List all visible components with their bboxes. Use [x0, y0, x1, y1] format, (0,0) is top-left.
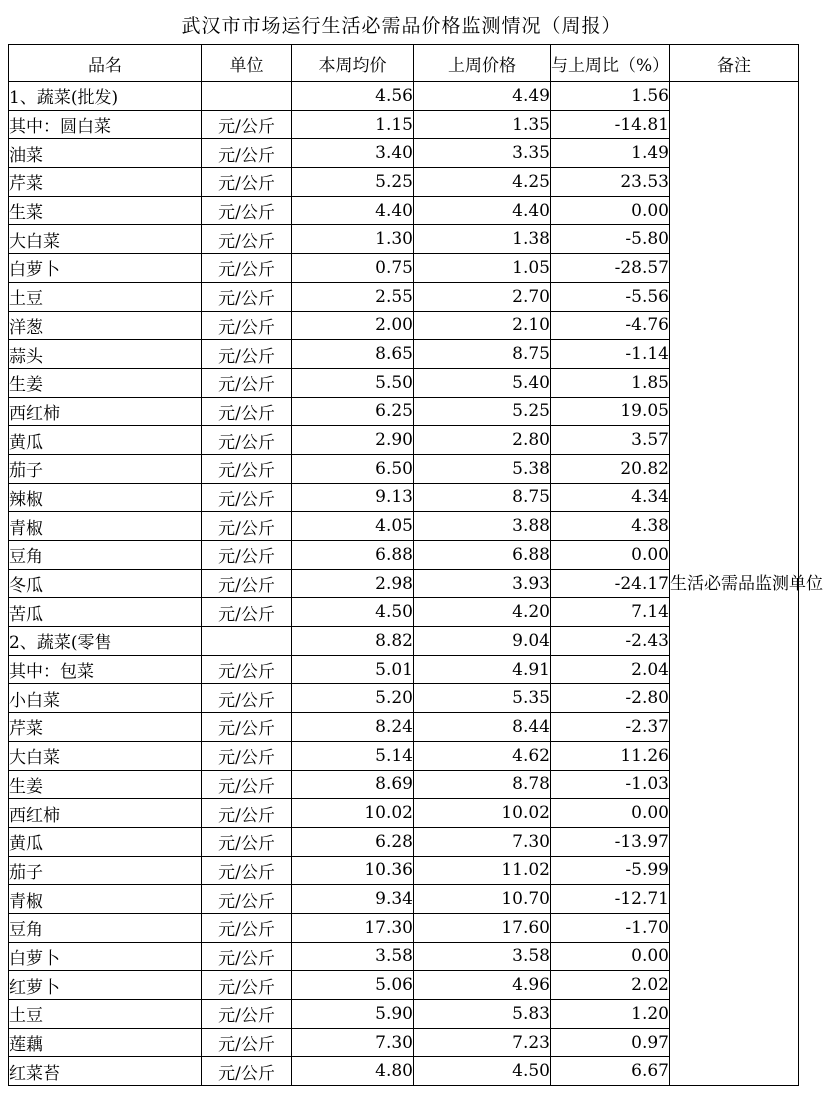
cell-change-pct: -12.71	[551, 885, 670, 914]
cell-name: 黄瓜	[9, 827, 202, 856]
cell-unit: 元/公斤	[202, 311, 292, 340]
cell-current-price: 4.80	[292, 1057, 414, 1086]
cell-previous-price: 5.38	[414, 454, 551, 483]
cell-name: 土豆	[9, 1000, 202, 1029]
cell-change-pct: 1.56	[551, 82, 670, 111]
cell-unit: 元/公斤	[202, 713, 292, 742]
cell-change-pct: 1.85	[551, 368, 670, 397]
cell-name: 莲藕	[9, 1028, 202, 1057]
cell-previous-price: 8.78	[414, 770, 551, 799]
cell-current-price: 3.58	[292, 942, 414, 971]
cell-name: 茄子	[9, 856, 202, 885]
cell-unit: 元/公斤	[202, 741, 292, 770]
cell-unit: 元/公斤	[202, 684, 292, 713]
cell-current-price: 4.50	[292, 598, 414, 627]
cell-change-pct: 7.14	[551, 598, 670, 627]
cell-previous-price: 10.02	[414, 799, 551, 828]
cell-previous-price: 6.88	[414, 541, 551, 570]
cell-change-pct: 6.67	[551, 1057, 670, 1086]
note-cell: 生活必需品监测单位	[670, 82, 799, 1086]
cell-previous-price: 5.40	[414, 368, 551, 397]
cell-previous-price: 3.35	[414, 139, 551, 168]
cell-previous-price: 4.25	[414, 168, 551, 197]
cell-unit: 元/公斤	[202, 1057, 292, 1086]
cell-unit: 元/公斤	[202, 368, 292, 397]
cell-unit: 元/公斤	[202, 1028, 292, 1057]
cell-name: 青椒	[9, 512, 202, 541]
cell-name: 油菜	[9, 139, 202, 168]
cell-previous-price: 1.38	[414, 225, 551, 254]
cell-unit: 元/公斤	[202, 512, 292, 541]
cell-previous-price: 5.25	[414, 397, 551, 426]
cell-current-price: 6.28	[292, 827, 414, 856]
cell-current-price: 2.90	[292, 426, 414, 455]
cell-current-price: 8.82	[292, 627, 414, 656]
cell-name: 1、蔬菜(批发)	[9, 82, 202, 111]
cell-current-price: 10.36	[292, 856, 414, 885]
cell-previous-price: 2.80	[414, 426, 551, 455]
cell-change-pct: 11.26	[551, 741, 670, 770]
cell-current-price: 10.02	[292, 799, 414, 828]
cell-previous-price: 5.35	[414, 684, 551, 713]
cell-previous-price: 7.30	[414, 827, 551, 856]
cell-current-price: 5.50	[292, 368, 414, 397]
price-table	[8, 44, 823, 1086]
cell-change-pct: 4.34	[551, 483, 670, 512]
cell-unit: 元/公斤	[202, 971, 292, 1000]
cell-unit: 元/公斤	[202, 254, 292, 283]
cell-name: 大白菜	[9, 225, 202, 254]
cell-previous-price: 4.62	[414, 741, 551, 770]
cell-current-price: 0.75	[292, 254, 414, 283]
cell-name: 黄瓜	[9, 426, 202, 455]
cell-current-price: 1.30	[292, 225, 414, 254]
cell-change-pct: 1.49	[551, 139, 670, 168]
cell-change-pct: 0.97	[551, 1028, 670, 1057]
cell-unit: 元/公斤	[202, 426, 292, 455]
cell-current-price: 17.30	[292, 913, 414, 942]
cell-current-price: 8.24	[292, 713, 414, 742]
header-change-pct: 与上周比（%）	[551, 45, 670, 82]
cell-unit: 元/公斤	[202, 856, 292, 885]
cell-current-price: 6.88	[292, 541, 414, 570]
cell-change-pct: -2.80	[551, 684, 670, 713]
cell-previous-price: 1.35	[414, 110, 551, 139]
cell-previous-price: 9.04	[414, 627, 551, 656]
cell-name: 小白菜	[9, 684, 202, 713]
cell-previous-price: 10.70	[414, 885, 551, 914]
header-name: 品名	[9, 45, 202, 82]
cell-name: 生姜	[9, 770, 202, 799]
cell-unit: 元/公斤	[202, 541, 292, 570]
cell-change-pct: -24.17	[551, 569, 670, 598]
cell-previous-price: 8.75	[414, 340, 551, 369]
cell-previous-price: 3.93	[414, 569, 551, 598]
cell-previous-price: 4.40	[414, 196, 551, 225]
cell-name: 红萝卜	[9, 971, 202, 1000]
cell-change-pct: 19.05	[551, 397, 670, 426]
header-unit: 单位	[202, 45, 292, 82]
cell-current-price: 8.69	[292, 770, 414, 799]
cell-change-pct: 0.00	[551, 799, 670, 828]
cell-current-price: 4.40	[292, 196, 414, 225]
cell-name: 生菜	[9, 196, 202, 225]
cell-unit: 元/公斤	[202, 483, 292, 512]
cell-previous-price: 3.88	[414, 512, 551, 541]
cell-unit	[202, 82, 292, 111]
cell-unit: 元/公斤	[202, 454, 292, 483]
cell-name: 白萝卜	[9, 942, 202, 971]
cell-previous-price: 4.96	[414, 971, 551, 1000]
cell-previous-price: 2.10	[414, 311, 551, 340]
cell-name: 冬瓜	[9, 569, 202, 598]
cell-current-price: 9.34	[292, 885, 414, 914]
table-row	[9, 82, 799, 111]
cell-unit: 元/公斤	[202, 598, 292, 627]
cell-unit: 元/公斤	[202, 942, 292, 971]
cell-name: 洋葱	[9, 311, 202, 340]
header-note: 备注	[670, 45, 799, 82]
cell-unit: 元/公斤	[202, 1000, 292, 1029]
cell-unit: 元/公斤	[202, 913, 292, 942]
cell-change-pct: -4.76	[551, 311, 670, 340]
cell-change-pct: 1.20	[551, 1000, 670, 1029]
cell-unit: 元/公斤	[202, 770, 292, 799]
cell-change-pct: -13.97	[551, 827, 670, 856]
cell-current-price: 6.50	[292, 454, 414, 483]
cell-previous-price: 2.70	[414, 282, 551, 311]
cell-name: 青椒	[9, 885, 202, 914]
cell-unit: 元/公斤	[202, 655, 292, 684]
cell-change-pct: -28.57	[551, 254, 670, 283]
cell-previous-price: 4.50	[414, 1057, 551, 1086]
cell-name: 苦瓜	[9, 598, 202, 627]
cell-current-price: 5.01	[292, 655, 414, 684]
header-previous-price: 上周价格	[414, 45, 551, 82]
cell-previous-price: 8.44	[414, 713, 551, 742]
cell-unit: 元/公斤	[202, 885, 292, 914]
cell-current-price: 5.25	[292, 168, 414, 197]
cell-unit: 元/公斤	[202, 168, 292, 197]
cell-name: 西红柿	[9, 397, 202, 426]
cell-unit: 元/公斤	[202, 397, 292, 426]
cell-name: 其中：包菜	[9, 655, 202, 684]
header-row	[9, 45, 799, 82]
cell-change-pct: -2.43	[551, 627, 670, 656]
cell-change-pct: 2.02	[551, 971, 670, 1000]
table-body	[9, 82, 823, 1086]
cell-current-price: 7.30	[292, 1028, 414, 1057]
cell-change-pct: -2.37	[551, 713, 670, 742]
cell-unit: 元/公斤	[202, 196, 292, 225]
cell-name: 芹菜	[9, 713, 202, 742]
cell-name: 蒜头	[9, 340, 202, 369]
cell-name: 其中：圆白菜	[9, 110, 202, 139]
cell-current-price: 6.25	[292, 397, 414, 426]
cell-name: 辣椒	[9, 483, 202, 512]
cell-unit: 元/公斤	[202, 340, 292, 369]
cell-current-price: 2.98	[292, 569, 414, 598]
cell-change-pct: -5.80	[551, 225, 670, 254]
cell-name: 芹菜	[9, 168, 202, 197]
cell-name: 豆角	[9, 541, 202, 570]
header-current-price: 本周均价	[292, 45, 414, 82]
page-title: 武汉市市场运行生活必需品价格监测情况（周报）	[181, 15, 622, 37]
cell-previous-price: 4.49	[414, 82, 551, 111]
cell-previous-price: 4.20	[414, 598, 551, 627]
cell-change-pct: -14.81	[551, 110, 670, 139]
cell-change-pct: -1.70	[551, 913, 670, 942]
cell-current-price: 2.55	[292, 282, 414, 311]
cell-change-pct: 23.53	[551, 168, 670, 197]
cell-unit: 元/公斤	[202, 799, 292, 828]
cell-unit	[202, 627, 292, 656]
cell-change-pct: 0.00	[551, 196, 670, 225]
cell-current-price: 3.40	[292, 139, 414, 168]
cell-change-pct: 2.04	[551, 655, 670, 684]
cell-unit: 元/公斤	[202, 110, 292, 139]
cell-change-pct: -1.14	[551, 340, 670, 369]
cell-current-price: 5.14	[292, 741, 414, 770]
cell-previous-price: 17.60	[414, 913, 551, 942]
cell-name: 茄子	[9, 454, 202, 483]
cell-change-pct: 0.00	[551, 942, 670, 971]
cell-name: 豆角	[9, 913, 202, 942]
cell-unit: 元/公斤	[202, 827, 292, 856]
cell-name: 白萝卜	[9, 254, 202, 283]
cell-current-price: 5.20	[292, 684, 414, 713]
cell-name: 大白菜	[9, 741, 202, 770]
cell-current-price: 1.15	[292, 110, 414, 139]
cell-previous-price: 11.02	[414, 856, 551, 885]
cell-current-price: 8.65	[292, 340, 414, 369]
cell-unit: 元/公斤	[202, 139, 292, 168]
cell-previous-price: 1.05	[414, 254, 551, 283]
cell-current-price: 2.00	[292, 311, 414, 340]
cell-change-pct: -5.56	[551, 282, 670, 311]
cell-change-pct: 3.57	[551, 426, 670, 455]
cell-previous-price: 8.75	[414, 483, 551, 512]
cell-change-pct: -1.03	[551, 770, 670, 799]
cell-unit: 元/公斤	[202, 569, 292, 598]
cell-change-pct: 20.82	[551, 454, 670, 483]
cell-name: 红菜苔	[9, 1057, 202, 1086]
cell-previous-price: 7.23	[414, 1028, 551, 1057]
cell-current-price: 5.06	[292, 971, 414, 1000]
cell-previous-price: 3.58	[414, 942, 551, 971]
cell-current-price: 4.05	[292, 512, 414, 541]
cell-current-price: 4.56	[292, 82, 414, 111]
cell-name: 土豆	[9, 282, 202, 311]
cell-change-pct: -5.99	[551, 856, 670, 885]
cell-name: 西红柿	[9, 799, 202, 828]
cell-previous-price: 5.83	[414, 1000, 551, 1029]
cell-unit: 元/公斤	[202, 282, 292, 311]
cell-current-price: 5.90	[292, 1000, 414, 1029]
cell-name: 2、蔬菜(零售	[9, 627, 202, 656]
cell-previous-price: 4.91	[414, 655, 551, 684]
cell-change-pct: 4.38	[551, 512, 670, 541]
cell-current-price: 9.13	[292, 483, 414, 512]
cell-change-pct: 0.00	[551, 541, 670, 570]
cell-unit: 元/公斤	[202, 225, 292, 254]
cell-name: 生姜	[9, 368, 202, 397]
